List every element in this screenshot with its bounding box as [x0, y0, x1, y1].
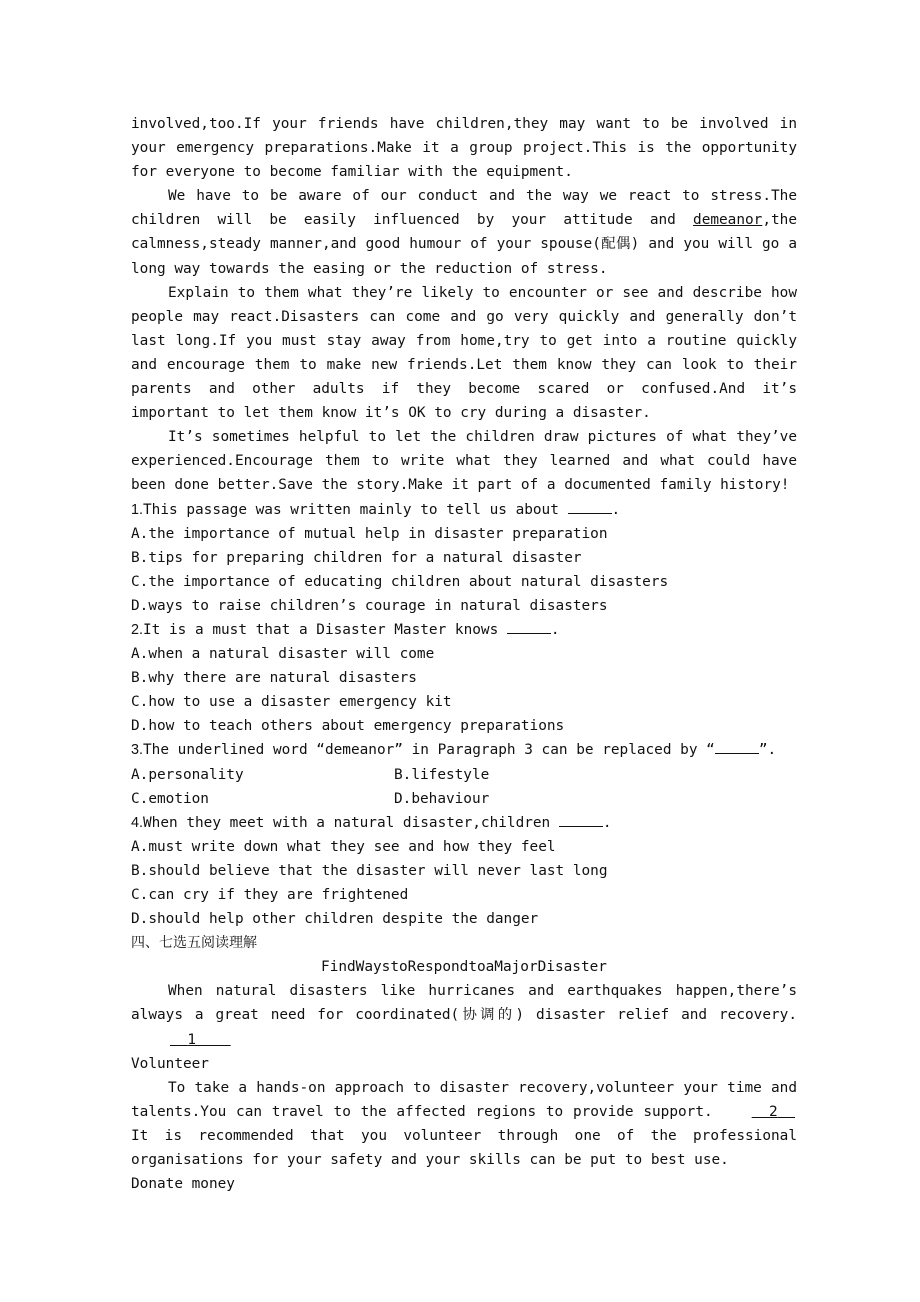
passage-paragraph-3: Explain to them what they’re likely to encounter or see and describe how people may react.Disasters can come and go very quickly and generally don’t last long.If you must stay away from home,try to get into a routine quickly and encourage them to make new friends.Let them know they can look to their parents and other adults if they become scared or confused.And it’s important to let them know it’s OK to cry during a disaster. [131, 284, 797, 422]
answer-blank [568, 499, 612, 514]
section4-paragraph-2 [131, 1076, 797, 1172]
gap-blank-1 [131, 1028, 233, 1052]
option: C.how to use a disaster emergency kit [131, 694, 452, 711]
underlined-word: demeanor [693, 212, 763, 229]
option: D.behaviour [394, 790, 490, 807]
question-stem: The underlined word “demeanor” in Paragraph 3 can be replaced by “ [143, 742, 715, 759]
option-row [131, 787, 797, 811]
passage-paragraph-2 [131, 184, 797, 280]
question-stem: When they meet with a natural disaster,children [143, 814, 559, 831]
subheading-donate: Donate money [131, 1176, 235, 1193]
gap-number: 2 [769, 1103, 778, 1120]
question-number: 3. [131, 742, 144, 759]
question-end: . [611, 501, 621, 518]
question-stem: It is a must that a Disaster Master knows [143, 621, 507, 638]
option: D.how to teach others about emergency preparations [131, 718, 565, 735]
option: D.ways to raise children’s courage in natural disasters [131, 597, 608, 614]
option: C.can cry if they are frightened [131, 887, 409, 903]
option: A.when a natural disaster will come [131, 646, 435, 663]
gap-blank-2 [713, 1100, 797, 1124]
section4-intro [131, 979, 797, 1051]
p2-text-after: ,the calmness,steady manner,and good humour of your spouse(配偶) and you will go a long way towards the easing or the reduction of stress. [131, 212, 797, 277]
question-end: ”. [758, 742, 777, 759]
option: B.lifestyle [394, 766, 490, 783]
option: C.emotion [131, 790, 209, 807]
question-4 [131, 811, 797, 835]
option-row [131, 763, 797, 787]
question-number: 2. [131, 621, 144, 638]
option: C.the importance of educating children about natural disasters [131, 573, 669, 590]
passage-title: FindWaystoRespondtoaMajorDisaster [321, 959, 607, 976]
gap-number: 1 [187, 1031, 196, 1048]
section-heading: 四、七选五阅读理解 [131, 935, 257, 952]
question-end: . [550, 621, 560, 638]
answer-blank [507, 619, 551, 634]
option: B.why there are natural disasters [131, 670, 417, 687]
question-number: 1. [131, 501, 144, 518]
option: A.must write down what they see and how they feel [131, 838, 556, 855]
passage-paragraph-4: It’s sometimes helpful to let the children draw pictures of what they’ve experienced.Encourage them to write what they learned and what could have been done better.Save the story.Make it part of a documented family history! [131, 429, 797, 494]
para2-before: To take a hands-on approach to disaster recovery,volunteer your time and talents.You can travel to the affected regions to provide support. [131, 1079, 797, 1120]
passage-paragraph-1: involved,too.If your friends have children,they may want to be involved in your emergency preparations.Make it a group project.This is the opportunity for everyone to become familiar with the equipment. [131, 116, 797, 181]
option: B.tips for preparing children for a natural disaster [131, 549, 582, 566]
option: A.personality [131, 766, 244, 783]
question-3 [131, 738, 797, 762]
para2-after: It is recommended that you volunteer through one of the professional organisations for your safety and your skills can be put to best use. [131, 1127, 797, 1169]
question-stem: This passage was written mainly to tell us about [143, 501, 568, 518]
answer-blank [559, 812, 603, 827]
document-page [131, 112, 797, 1196]
question-1 [131, 498, 797, 522]
option: D.should help other children despite the danger [131, 911, 539, 928]
question-2 [131, 618, 797, 642]
p2-text-before: We have to be aware of our conduct and the way we react to stress.The children will be easily influenced by your attitude and [131, 188, 797, 229]
question-number: 4. [131, 814, 144, 831]
answer-blank [715, 739, 759, 754]
subheading-volunteer: Volunteer [131, 1055, 209, 1072]
option: A.the importance of mutual help in disaster preparation [131, 525, 608, 542]
intro-text: When natural disasters like hurricanes and earthquakes happen,there’s always a great need for coordinated(协调的) disaster relief and recovery. [131, 983, 797, 1024]
option: B.should believe that the disaster will never last long [131, 862, 608, 879]
question-end: . [602, 814, 612, 831]
